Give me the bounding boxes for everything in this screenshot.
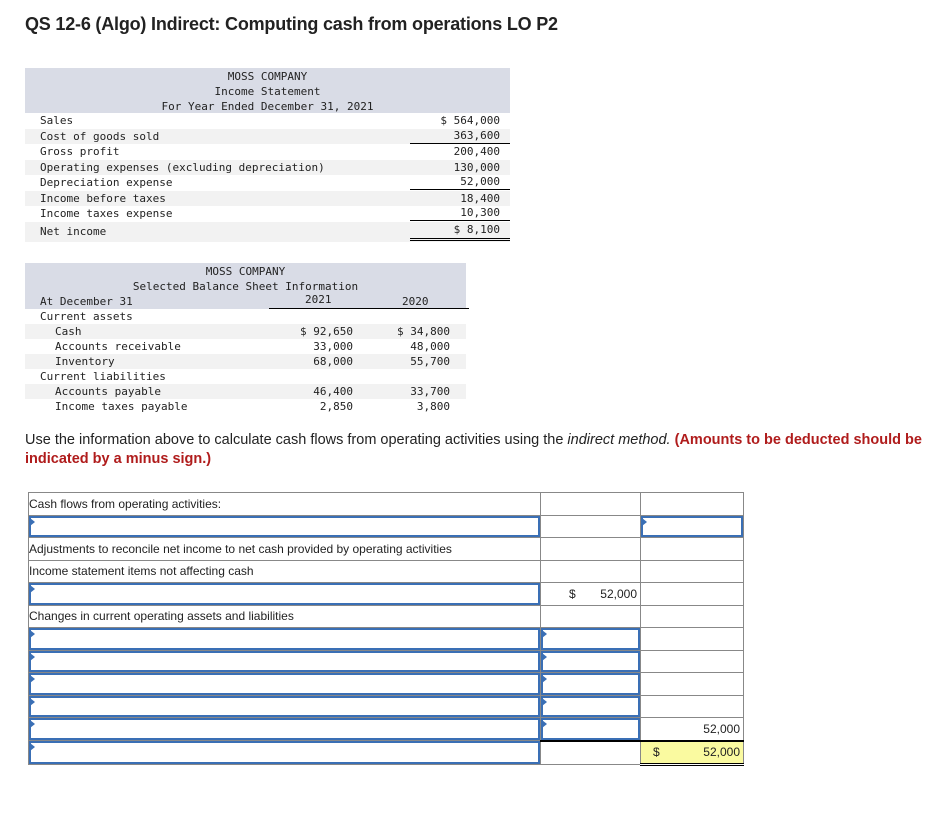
depreciation-amount — [541, 587, 640, 601]
net-cash-label-input[interactable] — [29, 741, 540, 764]
row-label: Income taxes expense — [40, 207, 173, 220]
empty-cell — [641, 650, 744, 673]
answer-row — [29, 493, 744, 516]
value-2020: 33,700 — [410, 385, 450, 398]
empty-cell — [541, 493, 641, 516]
row-label: Sales — [40, 114, 74, 127]
section-label: Current assets — [40, 310, 133, 323]
dollar-sign: $ — [569, 586, 576, 601]
is-row — [25, 191, 510, 207]
instructions-emphasis: indirect method. — [567, 432, 671, 448]
value-2020: $ 34,800 — [397, 325, 450, 338]
answer-table — [28, 492, 744, 766]
statement-period: For Year Ended December 31, 2021 — [161, 100, 374, 113]
section-current-liabilities — [25, 369, 466, 384]
net-income-label-input[interactable] — [29, 516, 540, 538]
row-label: Accounts payable — [55, 385, 161, 398]
statement-name: Income Statement — [214, 85, 321, 98]
answer-row — [29, 741, 744, 765]
is-row — [25, 113, 510, 129]
heading-cell: Cash flows from operating activities: — [29, 493, 541, 516]
income-statement-header — [25, 68, 510, 113]
change-item-amount-input[interactable] — [541, 628, 640, 650]
adjustments-label: Adjustments to reconcile net income to net cash provided by operating activities — [29, 538, 541, 561]
is-row-net-income — [25, 222, 510, 242]
empty-cell — [641, 695, 744, 718]
value-2021: 33,000 — [313, 340, 353, 353]
empty-cell — [641, 583, 744, 606]
bs-row — [25, 399, 466, 414]
answer-row — [29, 515, 744, 538]
is-row — [25, 144, 510, 160]
answer-row — [29, 628, 744, 651]
empty-cell — [541, 605, 641, 628]
row-value: 10,300 — [410, 206, 510, 221]
value-2021: 46,400 — [313, 385, 353, 398]
bs-row — [25, 384, 466, 399]
value-2020: 3,800 — [416, 400, 450, 413]
balance-sheet-header — [25, 263, 466, 309]
row-value: 130,000 — [453, 160, 500, 174]
row-value: $ 564,000 — [440, 114, 500, 127]
row-label: Depreciation expense — [40, 176, 173, 189]
instructions — [25, 431, 930, 469]
year-2021: 2021 — [305, 293, 332, 306]
empty-cell — [541, 560, 641, 583]
row-value: 363,600 — [410, 129, 510, 144]
row-label: Inventory — [55, 355, 115, 368]
date-label: At December 31 — [40, 295, 133, 308]
change-item-label-input[interactable] — [29, 718, 540, 740]
amount-value: 52,000 — [600, 586, 637, 601]
value-2021: $ 92,650 — [300, 325, 353, 338]
section-current-assets — [25, 309, 466, 324]
value-2020: 55,700 — [410, 355, 450, 368]
total-value: 52,000 — [703, 745, 740, 760]
empty-cell — [541, 741, 641, 765]
is-row — [25, 160, 510, 176]
value-2021: 68,000 — [313, 355, 353, 368]
row-value: 200,400 — [453, 145, 500, 158]
answer-row — [29, 538, 744, 561]
instructions-note: (Amounts to be deducted should be indicated by a minus sign.) — [25, 432, 922, 467]
answer-row — [29, 718, 744, 741]
change-item-label-input[interactable] — [29, 628, 540, 650]
row-label: Operating expenses (excluding depreciation) — [40, 160, 325, 174]
answer-row — [29, 695, 744, 718]
row-value: 52,000 — [410, 175, 510, 190]
statement-name: Selected Balance Sheet Information — [132, 280, 359, 293]
value-2020: 48,000 — [410, 340, 450, 353]
bs-row — [25, 339, 466, 354]
row-label: Accounts receivable — [55, 340, 181, 353]
net-income-amount-input[interactable] — [641, 516, 743, 538]
year-2020: 2020 — [402, 295, 429, 308]
section-label: Current liabilities — [40, 370, 166, 383]
empty-cell — [641, 493, 744, 516]
empty-cell — [541, 538, 641, 561]
bs-row — [25, 324, 466, 339]
answer-row — [29, 605, 744, 628]
change-item-label-input[interactable] — [29, 673, 540, 695]
income-statement — [25, 68, 510, 242]
row-label: Income before taxes — [40, 191, 166, 205]
is-row — [25, 175, 510, 191]
row-label: Income taxes payable — [55, 400, 188, 413]
instructions-text: Use the information above to calculate cash flows from operating activities using the — [25, 432, 568, 448]
change-item-amount-input[interactable] — [541, 718, 640, 740]
company-name: MOSS COMPANY — [227, 70, 308, 83]
empty-cell — [641, 673, 744, 696]
row-value: 18,400 — [460, 191, 500, 205]
bs-row — [25, 354, 466, 369]
is-row — [25, 129, 510, 145]
change-item-label-input[interactable] — [29, 651, 540, 673]
changes-label: Changes in current operating assets and liabilities — [29, 605, 541, 628]
value-2021: 2,850 — [319, 400, 353, 413]
row-label: Net income — [40, 224, 107, 238]
empty-cell — [641, 538, 744, 561]
empty-cell — [541, 515, 641, 538]
dollar-sign: $ — [653, 745, 660, 760]
row-label: Cost of goods sold — [40, 129, 160, 143]
adjustments-subtotal: 52,000 — [641, 718, 744, 741]
row-label: Cash — [55, 325, 82, 338]
change-item-label-input[interactable] — [29, 696, 540, 718]
answer-row — [29, 650, 744, 673]
noncash-label: Income statement items not affecting cash — [29, 560, 541, 583]
empty-cell — [641, 560, 744, 583]
is-row — [25, 206, 510, 222]
empty-cell — [641, 628, 744, 651]
balance-sheet — [25, 263, 466, 414]
page-title: QS 12-6 (Algo) Indirect: Computing cash from operations LO P2 — [25, 14, 558, 34]
row-label: Gross profit — [40, 145, 120, 158]
empty-cell — [641, 605, 744, 628]
answer-row — [29, 560, 744, 583]
noncash-item-input[interactable] — [29, 583, 540, 605]
header-underline — [269, 292, 469, 309]
change-item-amount-input[interactable] — [541, 696, 640, 718]
net-cash-total — [641, 745, 743, 759]
answer-row — [29, 673, 744, 696]
company-name: MOSS COMPANY — [205, 265, 286, 278]
answer-row — [29, 583, 744, 606]
change-item-amount-input[interactable] — [541, 651, 640, 673]
row-value: $ 8,100 — [410, 222, 510, 241]
change-item-amount-input[interactable] — [541, 673, 640, 695]
